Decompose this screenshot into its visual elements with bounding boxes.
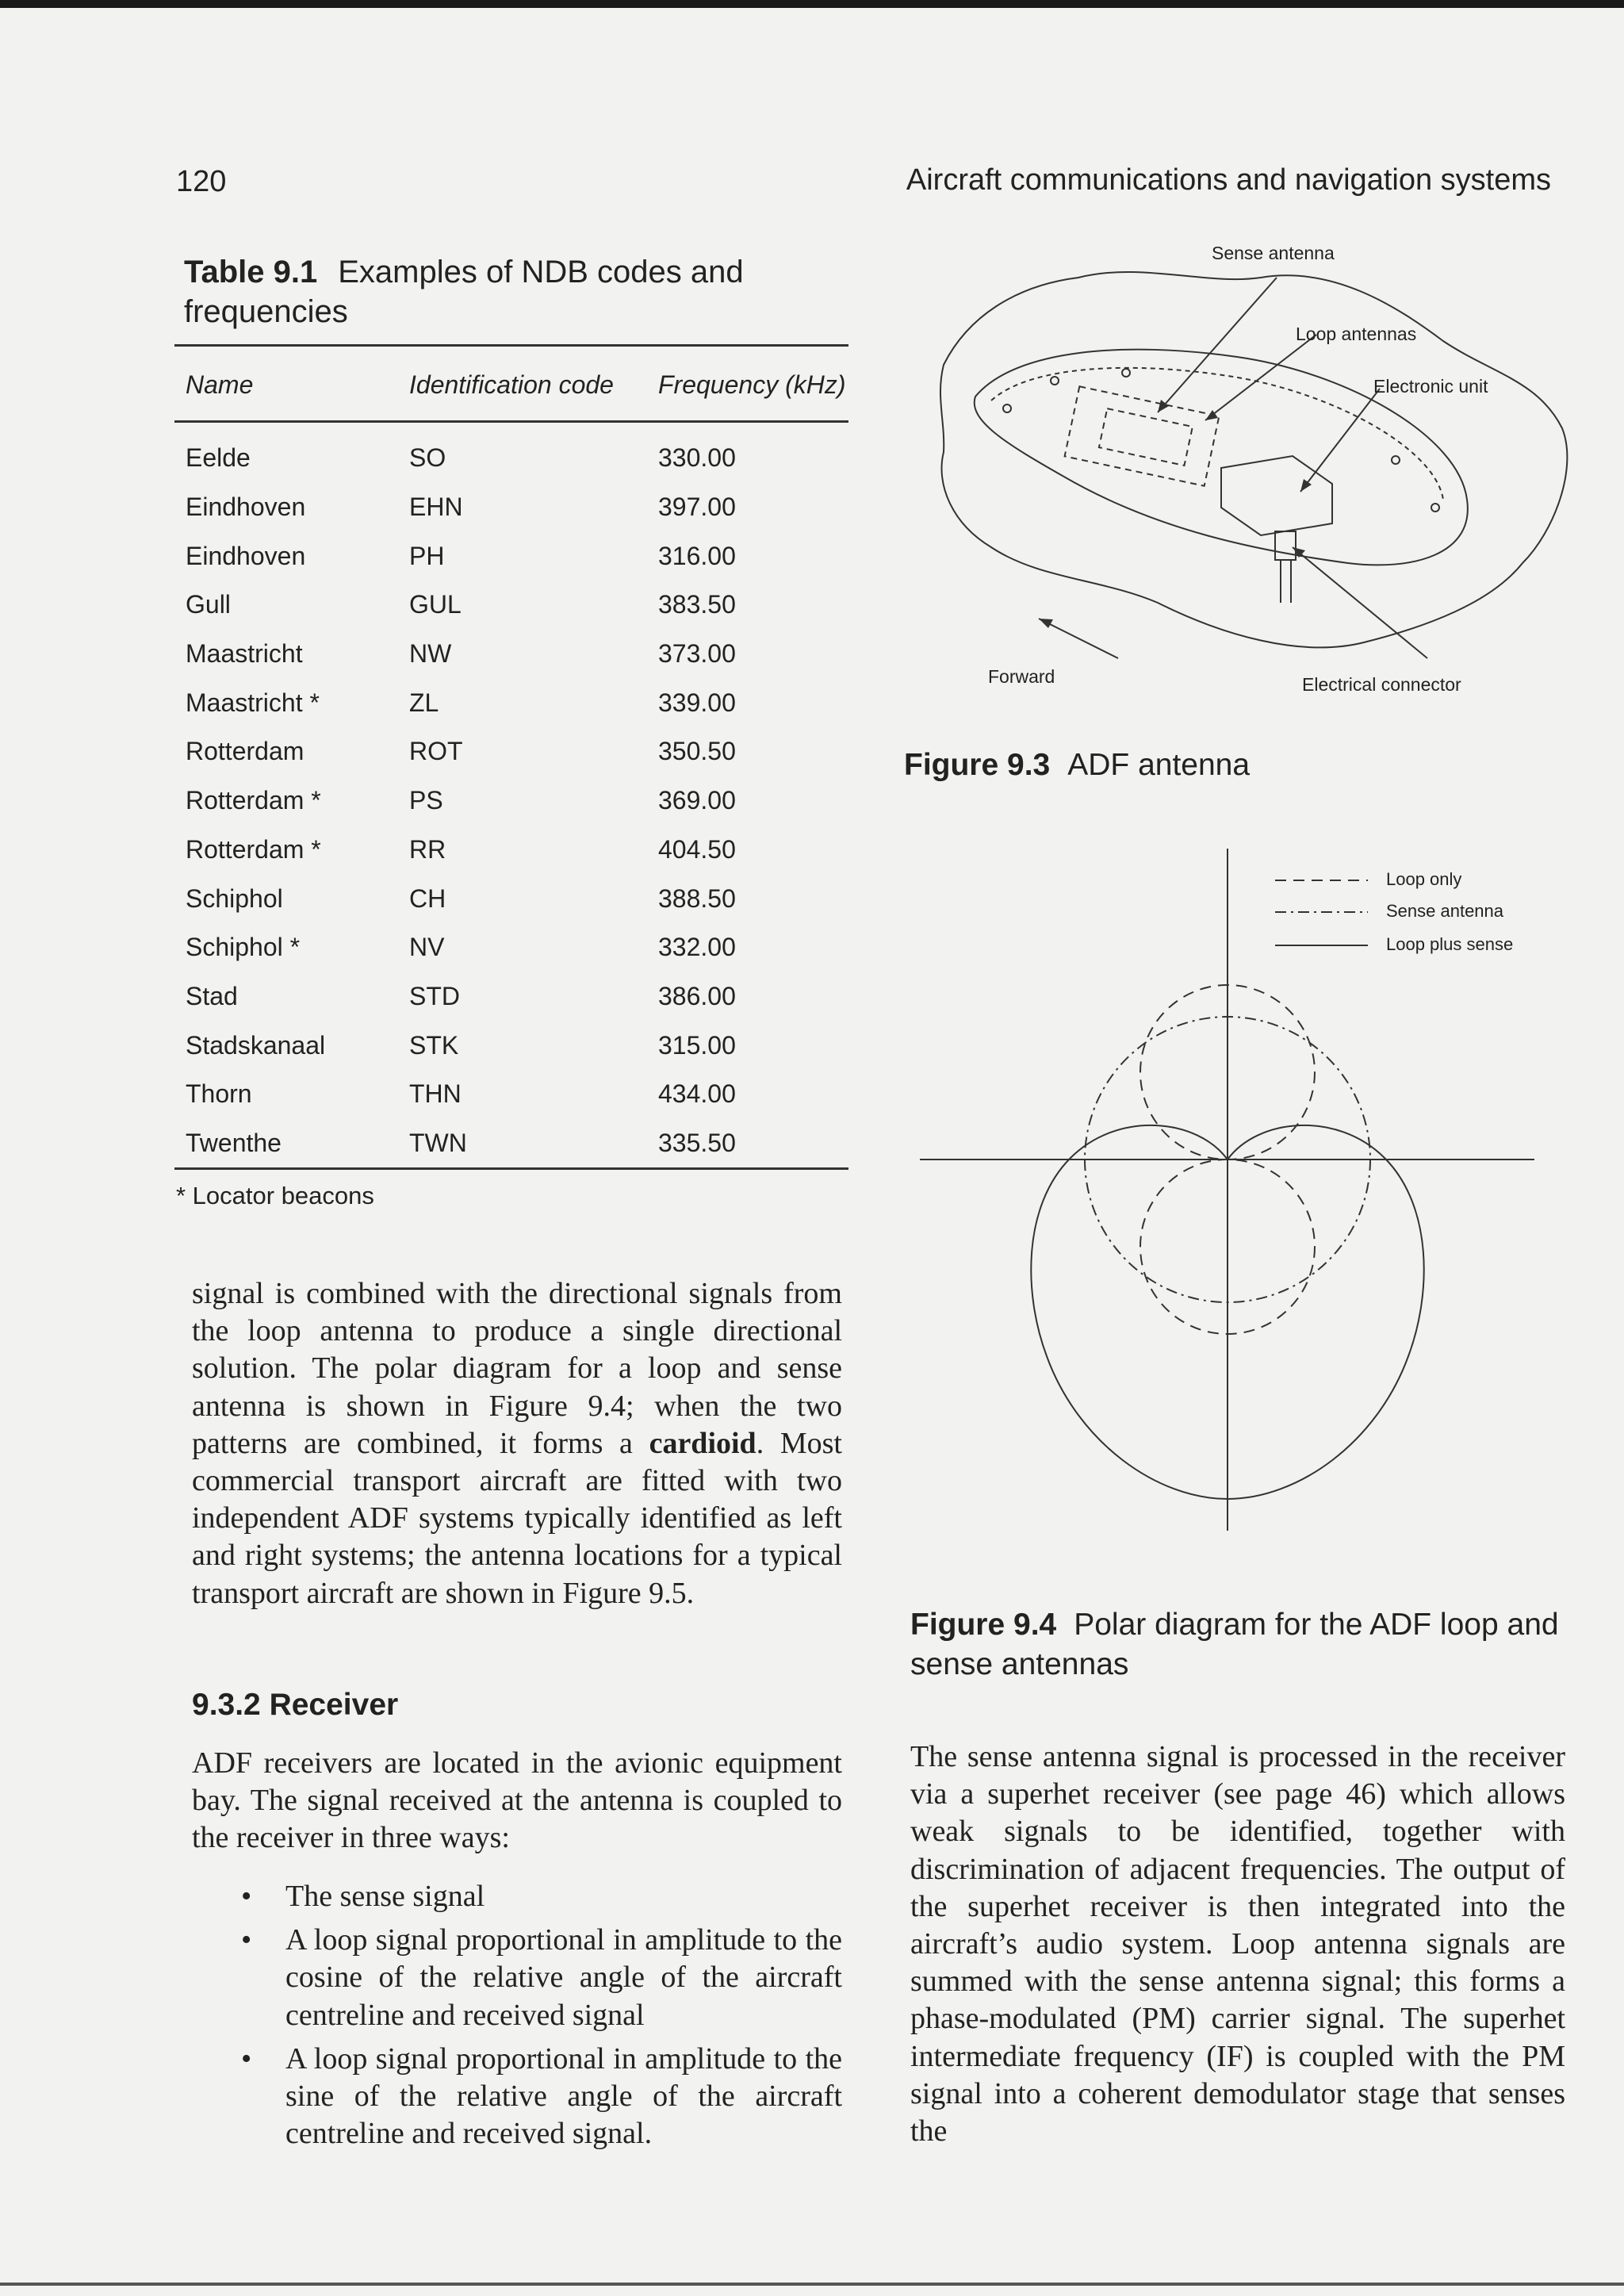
table-row: [174, 972, 848, 1022]
cell-name: Eindhoven: [186, 541, 306, 570]
cell-frequency: 315.00: [658, 1030, 736, 1060]
cell-name: Schiphol *: [186, 933, 301, 962]
rim-screw: [1431, 504, 1439, 512]
electronic-unit-arrowhead: [1300, 479, 1312, 492]
cell-name: Rotterdam *: [186, 834, 321, 864]
cell-name: Thorn: [186, 1079, 252, 1109]
callout-forward: Forward: [988, 666, 1055, 687]
cell-frequency: 373.00: [658, 639, 736, 669]
cell-code: STD: [409, 981, 460, 1010]
cell-code: STK: [409, 1030, 459, 1060]
cell-code: CH: [409, 884, 446, 913]
section-heading: 9.3.2 Receiver: [192, 1688, 399, 1722]
connector-cable: [1281, 560, 1291, 603]
column-header-name: Name: [174, 346, 398, 422]
bullet-icon: •: [241, 1880, 252, 1913]
top-edge-rule: [0, 0, 1624, 8]
forward-arrowhead: [1039, 619, 1053, 628]
electrical-connector: [1275, 531, 1296, 560]
cell-name: Rotterdam: [186, 737, 304, 766]
cell-frequency: 434.00: [658, 1079, 736, 1109]
cell-frequency: 332.00: [658, 933, 736, 962]
table-row: [174, 776, 848, 826]
cell-name: Maastricht: [186, 639, 303, 669]
running-head: Aircraft communications and navigation systems: [906, 163, 1551, 197]
callout-electronic-unit: Electronic unit: [1373, 376, 1488, 397]
cell-code: GUL: [409, 590, 462, 619]
ndb-table: [174, 344, 848, 1170]
table-label: Table 9.1: [184, 255, 318, 289]
cell-code: RR: [409, 834, 446, 864]
list-item: [192, 1878, 842, 1915]
cell-code: NW: [409, 639, 452, 669]
table-row: [174, 678, 848, 727]
table-row: [174, 483, 848, 532]
table-row: [174, 727, 848, 776]
figure-9-4-caption: [910, 1605, 1576, 1685]
table-title: Examples of NDB codes and frequencies: [184, 255, 744, 329]
cell-name: Rotterdam *: [186, 786, 321, 815]
legend-loop-only: Loop only: [1386, 869, 1462, 889]
cell-code: NV: [409, 933, 445, 962]
cell-name: Eelde: [186, 443, 251, 473]
cell-code: PH: [409, 541, 445, 570]
figure-9-4-title: Polar diagram for the ADF loop and sense antennas: [910, 1608, 1559, 1681]
rim-screw: [1003, 404, 1011, 412]
cell-frequency: 383.50: [658, 590, 736, 619]
cell-frequency: 386.00: [658, 981, 736, 1010]
body-paragraph: [192, 1275, 842, 1612]
cell-name: Gull: [186, 590, 231, 619]
cardioid-term: cardioid: [649, 1426, 756, 1460]
cell-frequency: 388.50: [658, 884, 736, 913]
list-item-text: The sense signal: [285, 1880, 485, 1913]
bullet-icon: •: [241, 2041, 252, 2076]
forward-arrow-line: [1039, 619, 1118, 658]
legend-sense-antenna: Sense antenna: [1386, 901, 1504, 921]
figure-9-3-title: ADF antenna: [1067, 748, 1251, 782]
loop-antenna-grid: [1065, 386, 1220, 485]
cell-frequency: 330.00: [658, 443, 736, 473]
cell-name: Stad: [186, 981, 238, 1010]
table-row: [174, 826, 848, 875]
cell-code: TWN: [398, 1119, 647, 1169]
rim-screw: [1122, 369, 1130, 377]
table-row: [174, 1070, 848, 1119]
cell-name: Eindhoven: [186, 493, 306, 522]
callout-sense-antenna: Sense antenna: [1212, 243, 1335, 263]
list-item: [192, 1922, 842, 2034]
bullet-icon: •: [241, 1923, 252, 1957]
cell-name: Stadskanaal: [186, 1030, 326, 1060]
rim-screw: [1051, 377, 1059, 385]
list-item-text: A loop signal proportional in amplitude to the sine of the relative angle of the aircraft centreline and received signal.: [285, 2041, 842, 2151]
cell-frequency: 350.50: [658, 737, 736, 766]
bullet-list: [192, 1878, 842, 2159]
rim-screw: [1392, 456, 1400, 464]
figure-9-3-label: Figure 9.3: [904, 748, 1051, 782]
para1-text-a: signal is combined with the directional signals from the loop antenna to produce a single directional solution. The polar diagram for a loop and sense antenna is shown in Figure 9.4; when the two patterns are combined, it forms a: [192, 1277, 842, 1460]
electronic-unit-leader: [1300, 389, 1380, 492]
cell-code: ZL: [409, 688, 439, 717]
figure-9-4-label: Figure 9.4: [910, 1608, 1057, 1642]
callout-electrical-connector: Electrical connector: [1302, 674, 1461, 695]
loop-antenna-inner-grid: [1099, 408, 1193, 466]
table-row: [174, 1021, 848, 1070]
loop-antennas-leader: [1205, 335, 1316, 420]
cell-code: PS: [409, 786, 443, 815]
cell-frequency: 335.50: [647, 1119, 848, 1169]
electronic-unit-box: [1221, 456, 1332, 535]
cell-frequency: 404.50: [658, 834, 736, 864]
cell-name: Twenthe: [174, 1119, 398, 1169]
table-row: [174, 531, 848, 581]
receiver-paragraph: ADF receivers are located in the avionic equipment bay. The signal received at the antenna is coupled to the receiver in three ways:: [192, 1746, 842, 1855]
column-header-code: Identification code: [398, 346, 647, 422]
cell-code: THN: [409, 1079, 462, 1109]
table-row: [174, 630, 848, 679]
figure-9-3-caption: [904, 746, 1250, 785]
cell-frequency: 369.00: [658, 786, 736, 815]
table-row: [174, 874, 848, 923]
table-header-row: [174, 346, 848, 422]
cell-name: Schiphol: [186, 884, 283, 913]
sense-antenna-leader: [1158, 278, 1277, 412]
table-row: [174, 923, 848, 972]
cell-code: ROT: [409, 737, 463, 766]
cell-frequency: 339.00: [658, 688, 736, 717]
legend-loop-plus-sense: Loop plus sense: [1386, 934, 1514, 954]
superhet-paragraph: The sense antenna signal is processed in the receiver via a superhet receiver (see page 46) which allows weak signals to be identified, together with discrimination of adjacent frequencies. The output of the superhet receiver is then integrated into the aircraft’s audio system. Loop antenna signals are summed with the sense antenna signal; this forms a phase-modulated (PM) carrier signal. The superhet intermediate frequency (IF) is coupled with the PM signal into a coherent demodulator stage that senses the: [910, 1740, 1565, 2148]
cell-code: SO: [409, 443, 446, 473]
list-item-text: A loop signal proportional in amplitude to the cosine of the relative angle of the aircraft centreline and received signal: [285, 1923, 842, 2032]
adf-antenna-drawing: [920, 230, 1578, 706]
cell-code: EHN: [409, 493, 463, 522]
cell-name: Maastricht *: [186, 688, 320, 717]
cell-frequency: 397.00: [658, 493, 736, 522]
page-number: 120: [176, 165, 227, 198]
table-row: [174, 1119, 848, 1169]
para1-text-b: . Most commercial transport aircraft are fitted with two independent ADF systems typically identified as left and right systems; the antenna locations for a typical transport aircraft are shown in Figure 9.5.: [192, 1426, 842, 1610]
callout-loop-antennas: Loop antennas: [1296, 324, 1417, 344]
table-row: [174, 422, 848, 483]
cell-frequency: 316.00: [658, 541, 736, 570]
table-footnote: * Locator beacons: [176, 1182, 374, 1209]
bottom-edge-rule: [0, 2283, 1624, 2286]
table-caption: [184, 252, 842, 332]
table-row: [174, 581, 848, 630]
list-item: [192, 2041, 842, 2153]
column-header-frequency: Frequency (kHz): [647, 346, 848, 422]
